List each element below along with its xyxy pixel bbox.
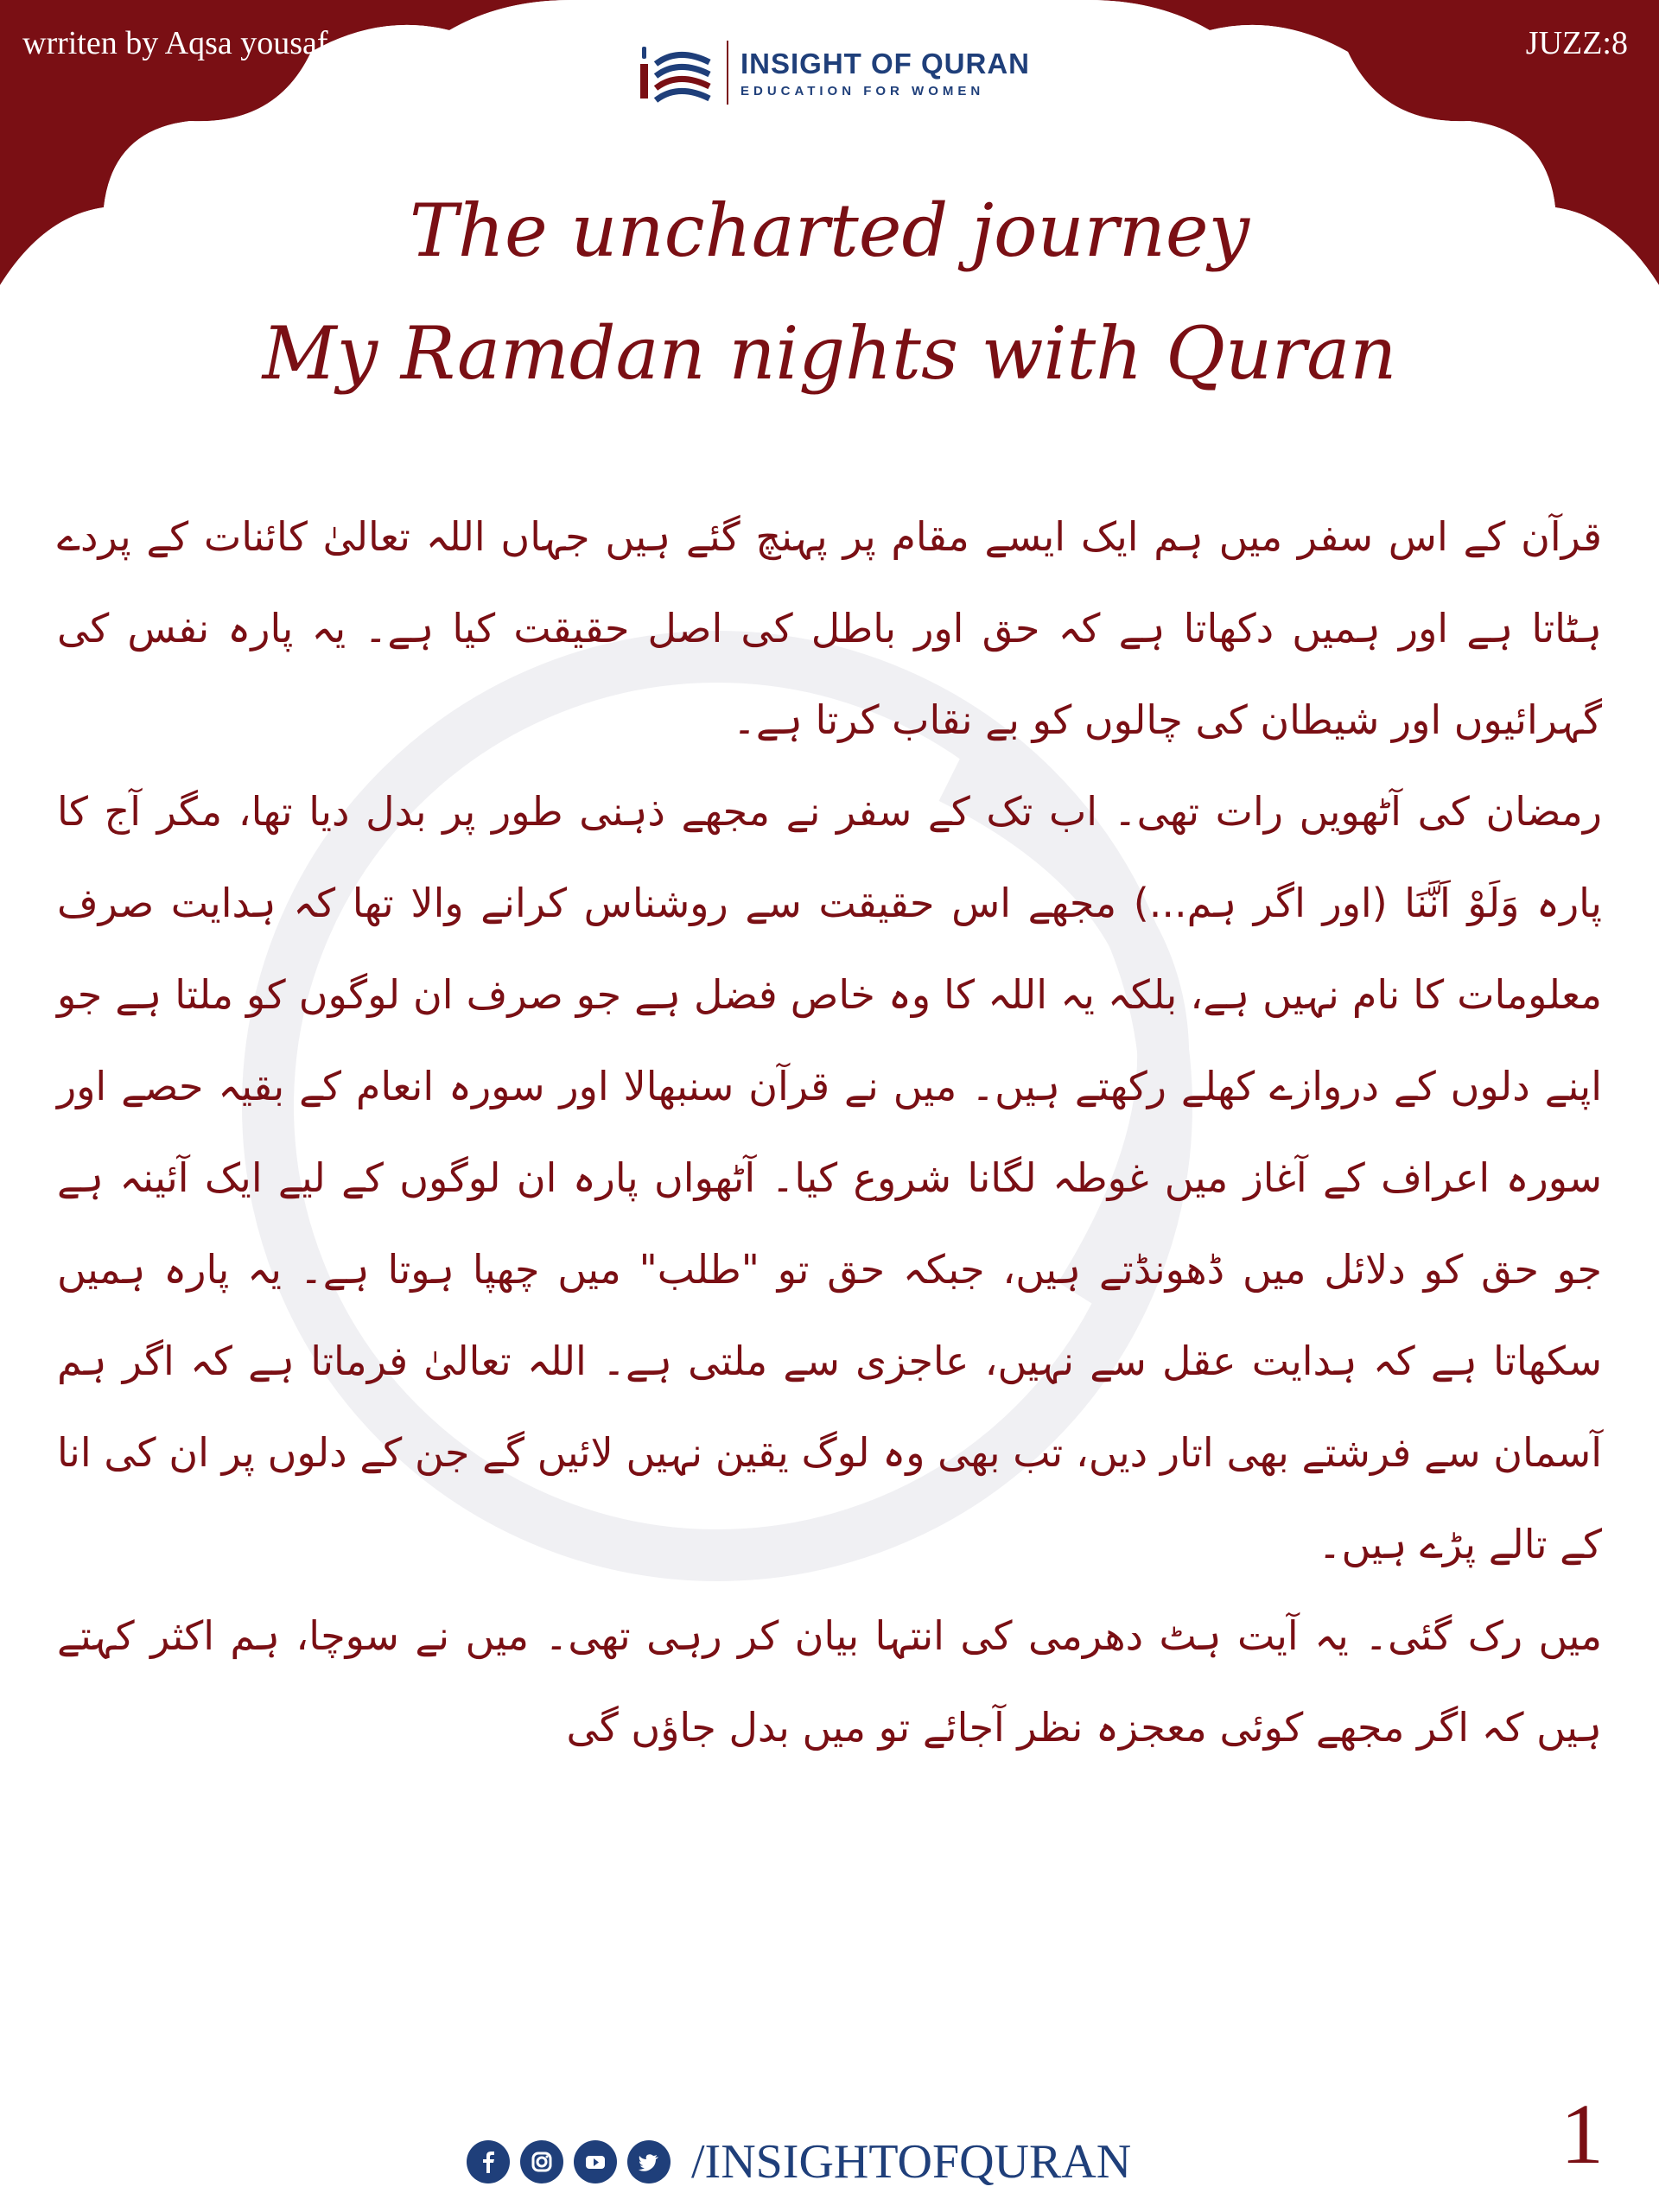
logo-text bbox=[741, 48, 1030, 99]
brand-logo bbox=[635, 38, 1030, 107]
juz-label: JUZZ:8 bbox=[1525, 25, 1628, 61]
social-handle[interactable]: /INSIGHTOFQURAN bbox=[691, 2135, 1132, 2189]
author-credit: wrriten by Aqsa yousaf bbox=[22, 25, 328, 61]
quran-logo-icon bbox=[635, 38, 715, 107]
brand-name: INSIGHT OF QURAN bbox=[741, 47, 1030, 79]
title-line-2: My Ramdan nights with Quran bbox=[262, 311, 1397, 396]
twitter-icon[interactable] bbox=[627, 2140, 671, 2183]
social-links bbox=[467, 2134, 1131, 2190]
instagram-icon[interactable] bbox=[520, 2140, 563, 2183]
youtube-icon[interactable] bbox=[574, 2140, 617, 2183]
facebook-icon[interactable] bbox=[467, 2140, 510, 2183]
paragraph-2: رمضان کی آٹھویں رات تھی۔ اب تک کے سفر نے مجھے ذہنی طور پر بدل دیا تھا، مگر آج کا پارہ وَلَوْ اَنَّنَا (اور اگر ہم...) مجھے اس حقیقت سے روشناس کرانے والا تھا کہ ہدایت صرف معلومات کا نام نہیں ہے، بلکہ یہ اللہ کا وہ خاص فضل ہے جو صرف ان لوگوں کو ملتا ہے جو اپنے دلوں کے دروازے کھلے رکھتے ہیں۔ میں نے قرآن سنبھالا اور سورہ انعام کے بقیہ حصے اور سورہ اعراف کے آغاز میں غوطہ لگانا شروع کیا۔ آٹھواں پارہ ان لوگوں کے لیے ایک آئینہ ہے جو حق کو دلائل میں ڈھونڈتے ہیں، جبکہ حق تو "طلب" میں چھپا ہوتا ہے۔ یہ پارہ ہمیں سکھاتا ہے کہ ہدایت عقل سے نہیں، عاجزی سے ملتی ہے۔ اللہ تعالیٰ فرماتا ہے کہ اگر ہم آسمان سے فرشتے بھی اتار دیں، تب بھی وہ لوگ یقین نہیں لائیں گے جن کے دلوں پر ان کی انا کے تالے پڑے ہیں۔ bbox=[57, 788, 1602, 1567]
paragraph-1: قرآن کے اس سفر میں ہم ایک ایسے مقام پر پہنچ گئے ہیں جہاں اللہ تعالیٰ کائنات کے پردے ہٹاتا ہے اور ہمیں دکھاتا ہے کہ حق اور باطل کی اصل حقیقت کیا ہے۔ یہ پارہ نفس کی گہرائیوں اور شیطان کی چالوں کو بے نقاب کرتا ہے۔ bbox=[57, 513, 1602, 743]
title-line-1: The uncharted journey bbox=[409, 188, 1250, 273]
logo-divider bbox=[727, 41, 728, 105]
paragraph-3: میں رک گئی۔ یہ آیت ہٹ دھرمی کی انتہا بیان کر رہی تھی۔ میں نے سوچا، ہم اکثر کہتے ہیں کہ اگر مجھے کوئی معجزہ نظر آجائے تو میں بدل جاؤں گی bbox=[57, 1612, 1602, 1751]
article-body bbox=[57, 491, 1602, 2029]
page-number: 1 bbox=[1560, 2086, 1604, 2182]
brand-tagline: EDUCATION FOR WOMEN bbox=[741, 83, 985, 99]
